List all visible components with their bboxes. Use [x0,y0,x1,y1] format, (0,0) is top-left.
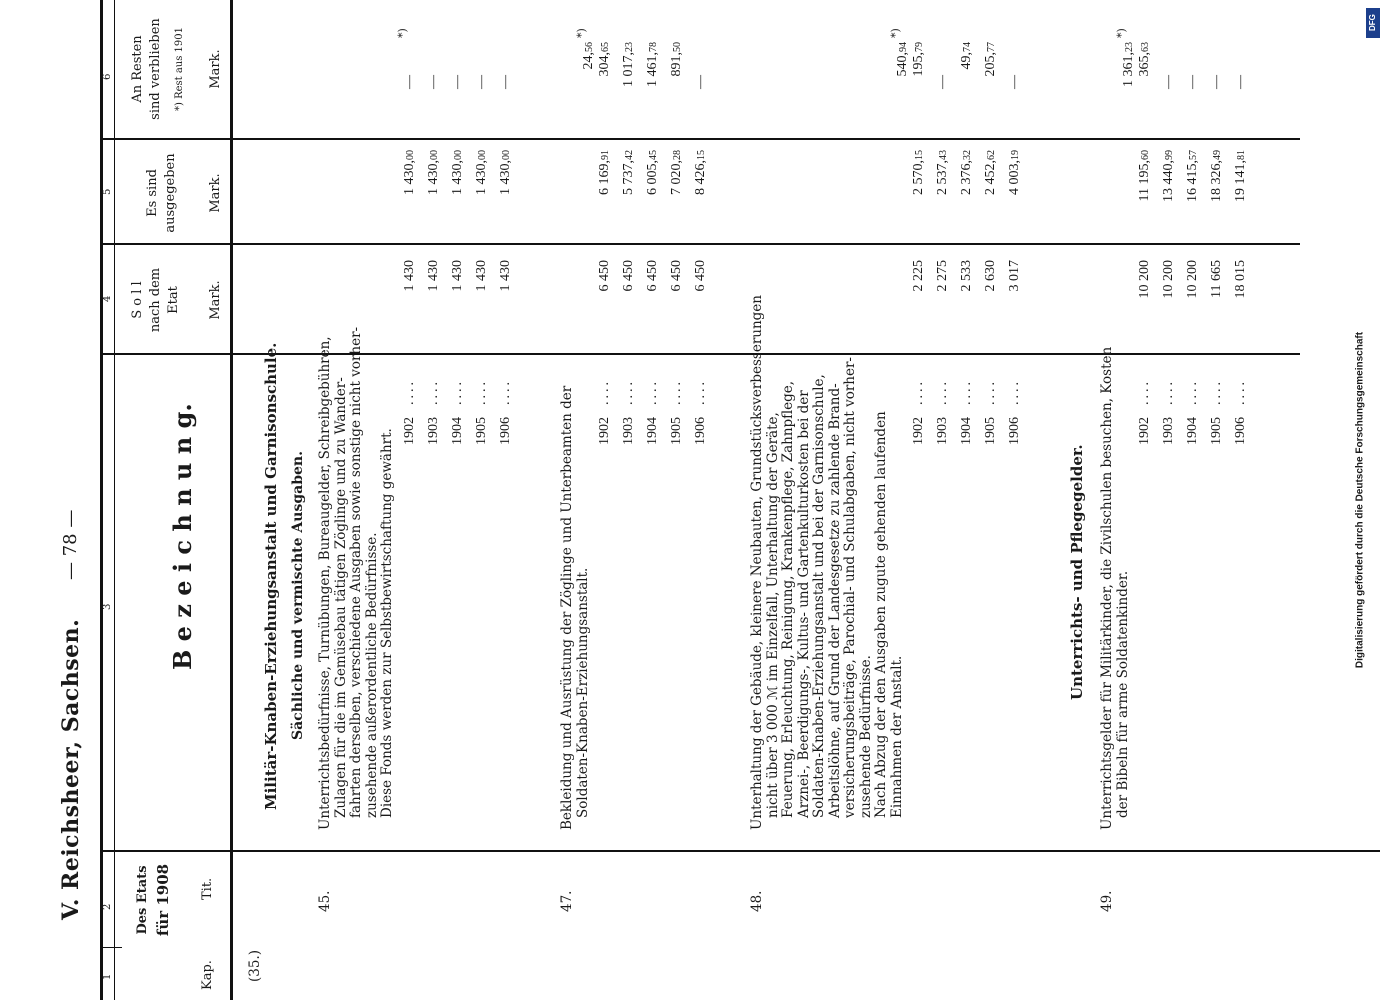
row-leader: .... [693,379,708,405]
row-soll: 2 225 [911,260,926,292]
entry-text-line: nicht über 3 000 ℳ im Einzelfall, Unterhaltung der Geräte, [764,412,781,818]
row-ausgegeben [498,150,514,235]
pre-rest-value [1121,42,1137,122]
vrule-2 [100,850,1380,852]
row-soll: 6 450 [693,260,708,292]
row-rest [426,42,442,122]
row-year: 1905 [669,417,684,445]
row-soll: 6 450 [645,260,660,292]
aus-int: 1 430, [425,160,441,195]
aus-dec: 28 [672,150,683,160]
row-year: 1903 [621,417,636,445]
aus-int: 1 430, [401,160,417,195]
row-ausgegeben [1137,150,1153,235]
pre-rest-int: 24, [581,52,596,70]
row-year: 1902 [597,417,612,445]
aus-int: 1 430, [473,160,489,195]
chapter-number: (35.) [247,949,263,982]
row-ausgegeben [621,150,637,235]
row-rest [1209,42,1225,122]
rest-dec: 74 [962,42,973,52]
aus-dec: 62 [986,150,997,160]
entry-heading: Unterrichts- und Pflegegelder. [1068,444,1086,700]
row-leader: .... [669,379,684,405]
aus-dec: 15 [914,150,925,160]
col6-header-2: sind verblieben [148,18,163,120]
rest-int: — [1209,75,1224,89]
row-leader: .... [1209,379,1224,405]
aus-dec: 57 [1188,150,1199,160]
colnum-3: 3 [102,603,113,610]
colnum-6: 6 [102,73,113,80]
rest-int: — [473,75,489,89]
entry-text-line: Nach Abzug der den Ausgaben zugute gehenden laufenden [873,411,889,818]
row-ausgegeben [450,150,466,235]
col4-unit: Mark. [208,280,223,320]
vrule-5 [100,138,1300,140]
row-soll: 6 450 [597,260,612,292]
row-rest [597,42,613,122]
aus-int: 13 440, [1161,160,1176,202]
row-rest [935,42,951,122]
row-leader: .... [983,379,998,405]
pre-rest-int: 1 361, [1121,52,1136,87]
row-soll: 10 200 [1161,260,1176,299]
row-soll: 11 665 [1209,260,1224,298]
rest-int: — [497,75,513,89]
row-soll: 1 430 [449,260,465,292]
row-year: 1902 [401,417,417,445]
row-ausgegeben [1007,150,1023,235]
col2-sub: Tit. [200,877,215,900]
row-leader: .... [621,379,636,405]
col4-header-3: Etat [166,286,181,314]
aus-dec: 99 [1164,150,1175,160]
entry-text-line: Bekleidung und Ausrüstung der Zöglinge und Unterbeamten der [559,385,575,830]
aus-int: 16 415, [1185,160,1200,202]
rest-int: — [401,75,417,89]
aus-dec: 00 [500,150,512,160]
row-ausgegeben [597,150,613,235]
col6-note: *) Rest aus 1901 [174,26,185,112]
rest-int: 49, [959,52,974,70]
rest-dec: 79 [914,42,925,52]
aus-dec: 00 [404,150,416,160]
rest-int: 365, [1137,52,1152,77]
row-leader: .... [1185,379,1200,405]
rest-int: 195, [911,52,926,77]
row-rest [1185,42,1201,122]
entry-text-line: Soldaten-Knaben-Erziehungsanstalt und bei der Garnisonschule, [811,374,827,818]
row-ausgegeben [911,150,927,235]
entry-text-line: versicherungsbeiträge, Parochial- und Schulabgaben, nicht vorher- [842,357,858,818]
aus-dec: 15 [696,150,707,160]
row-year: 1903 [935,417,950,445]
row-soll: 1 430 [401,260,417,292]
row-year: 1905 [473,417,489,445]
pre-rest-note: *) [1115,28,1128,38]
col1-sub: Kap. [200,960,215,990]
row-year: 1905 [983,417,998,445]
row-leader: .... [425,379,441,405]
row-leader: .... [1137,379,1152,405]
row-ausgegeben [426,150,442,235]
entry-text-line: Zulagen für die im Gemüsebau tätigen Zöglinge und zu Wander- [332,377,349,818]
row-soll: 1 430 [473,260,489,292]
subsection-title: Sächliche und vermischte Ausgaben. [290,451,306,740]
row-rest [1233,42,1249,122]
rest-dec: 23 [624,42,635,52]
row-year: 1902 [911,417,926,445]
pre-rest-dec: 94 [898,42,909,52]
rest-dec: 65 [600,42,611,52]
row-year: 1906 [1007,417,1022,445]
entry-text-line: Arbeitslöhne, auf Grund der Landesgesetze zu zahlende Brand- [826,383,843,818]
aus-dec: 32 [962,150,973,160]
rest-int: 205, [983,52,998,77]
rest-int: — [935,75,950,89]
row-ausgegeben [959,150,975,235]
rest-int: — [425,75,441,89]
row-rest [669,42,685,122]
row-rest [1007,42,1023,122]
dfg-logo: DFG [1366,8,1380,38]
pre-rest-note: *) [889,28,902,38]
col5-header-2: ausgegeben [163,153,178,233]
aus-dec: 00 [476,150,488,160]
colnum-4: 4 [102,295,113,302]
row-rest [1137,42,1153,122]
row-leader: .... [911,379,926,405]
aus-dec: 60 [1140,150,1151,160]
rest-dec: 50 [672,42,683,52]
col6-unit: Mark. [208,49,223,89]
entry-tit: 48. [749,890,765,912]
section-title: Militär-Knaben-Erziehungsanstalt und Garnisonschule. [262,342,280,810]
row-year: 1906 [1233,417,1248,445]
entry-text-line: fahrten derselben, verschiedene Ausgaben sowie sonstige nicht vorher- [348,326,364,818]
row-soll: 3 017 [1007,260,1022,292]
row-year: 1903 [1161,417,1176,445]
aus-dec: 00 [428,150,440,160]
rest-int: — [1233,75,1248,89]
vrule-1 [100,947,122,948]
aus-dec: 00 [452,150,464,160]
row-rest [1161,42,1177,122]
aus-int: 7 020, [669,160,684,195]
row-year: 1904 [645,417,660,445]
rest-dec: 63 [1140,42,1151,52]
entry-text-line: Einnahmen der Anstalt. [888,655,905,818]
pre-rest-value [895,42,911,122]
rest-dec: 77 [986,42,997,52]
col12-header-1: Des Etats [135,865,150,935]
row-soll: 18 015 [1233,260,1248,299]
aus-int: 18 326, [1209,160,1224,202]
row-ausgegeben [693,150,709,235]
colnum-2: 2 [102,903,113,910]
page-number: — 78 — [60,509,81,580]
row-ausgegeben [1209,150,1225,235]
aus-dec: 49 [1212,150,1223,160]
row-soll: 1 430 [425,260,441,292]
aus-dec: 45 [648,150,659,160]
row-leader: .... [497,379,513,405]
aus-int: 2 376, [959,160,974,195]
row-year: 1906 [693,417,708,445]
row-rest [474,42,490,122]
row-ausgegeben [1185,150,1201,235]
entry-tit: 47. [559,890,575,912]
row-soll: 6 450 [621,260,636,292]
aus-int: 2 452, [983,160,998,195]
entry-text-line: zusehende außerordentliche Bedürfnisse. [363,532,380,818]
row-leader: .... [1007,379,1022,405]
entry-tit: 49. [1099,890,1115,912]
row-leader: .... [401,379,417,405]
pre-rest-value [581,42,597,122]
col5-header-1: Es sind [145,169,160,217]
aus-int: 2 570, [911,160,926,195]
row-soll: 2 533 [959,260,974,292]
row-ausgegeben [935,150,951,235]
row-soll: 10 200 [1137,260,1152,299]
row-year: 1905 [1209,417,1224,445]
col3-header: B e z e i c h n u n g. [168,403,197,670]
rest-int: — [693,75,708,89]
row-ausgegeben [983,150,999,235]
rest-note: *) [395,28,409,38]
row-rest [693,42,709,122]
rest-dec: 78 [648,42,659,52]
entry-text-line: Unterhaltung der Gebäude, kleinere Neubauten, Grundstücksverbesserungen [749,295,765,830]
colnum-1: 1 [102,973,113,980]
col6-header-1: An Resten [130,35,145,103]
col4-header-1: S o l l [130,281,145,319]
aus-int: 2 537, [935,160,950,195]
row-ausgegeben [474,150,490,235]
rest-int: 891, [669,52,684,77]
rest-int: 1 017, [621,52,636,87]
pre-rest-dec: 56 [584,42,595,52]
pre-rest-dec: 23 [1124,42,1135,52]
row-year: 1904 [1185,417,1200,445]
row-leader: .... [1233,379,1248,405]
row-rest [911,42,927,122]
digitization-note: Digitalisierung gefördert durch die Deutsche Forschungsgemeinschaft [1354,331,1366,669]
row-rest [959,42,975,122]
entry-text-line: Arznei-, Beerdigungs-, Kultus- und Gartenkulturkosten bei der [795,390,812,818]
entry-text-line: Unterrichtsgelder für Militärkinder, die Zivilschulen besuchen, Kosten [1099,346,1115,830]
aus-int: 6 169, [597,160,612,195]
row-soll: 1 430 [497,260,513,292]
row-rest [645,42,661,122]
aus-dec: 42 [624,150,635,160]
row-year: 1904 [959,417,974,445]
rest-int: — [1185,75,1200,89]
row-ausgegeben [402,150,418,235]
aus-int: 8 426, [693,160,708,195]
rest-int: 304, [597,52,612,77]
row-soll: 2 275 [935,260,950,292]
aus-int: 1 430, [497,160,513,195]
row-leader: .... [473,379,489,405]
row-leader: .... [1161,379,1176,405]
row-ausgegeben [1233,150,1249,235]
aus-int: 4 003, [1007,160,1022,195]
row-rest [450,42,466,122]
row-soll: 2 630 [983,260,998,292]
row-rest [498,42,514,122]
row-ausgegeben [645,150,661,235]
aus-dec: 91 [600,150,611,160]
rest-int: — [1007,75,1022,89]
aus-int: 5 737, [621,160,636,195]
entry-text-line: Diese Fonds werden zur Selbstbewirtschaftung gewährt. [379,428,395,818]
col4-header-2: nach dem [148,267,163,333]
aus-dec: 81 [1236,150,1247,160]
rest-int: 1 461, [645,52,660,87]
rest-int: — [449,75,465,89]
aus-int: 11 195, [1137,160,1152,202]
row-year: 1902 [1137,417,1152,445]
entry-text-line: der Bibeln für arme Soldatenkinder. [1114,570,1131,818]
colnum-5: 5 [102,188,113,195]
entry-text-line: Feuerung, Erleuchtung, Reinigung, Krankenpflege, Zahnpflege, [780,380,796,818]
row-year: 1904 [449,417,465,445]
entry-tit: 45. [317,890,333,912]
row-rest [402,42,418,122]
section-header-left: V. Reichsheer, Sachsen. [58,618,84,920]
row-year: 1906 [497,417,513,445]
row-soll: 6 450 [669,260,684,292]
aus-dec: 19 [1010,150,1021,160]
row-ausgegeben [669,150,685,235]
row-leader: .... [449,379,465,405]
row-leader: .... [597,379,612,405]
row-rest [983,42,999,122]
entry-text-line: zusehende Bedürfnisse. [857,655,874,818]
pre-rest-note: *) [575,28,588,38]
row-rest [621,42,637,122]
row-leader: .... [935,379,950,405]
aus-dec: 43 [938,150,949,160]
aus-int: 1 430, [449,160,465,195]
vrule-4 [100,243,1300,245]
row-leader: .... [959,379,974,405]
col5-unit: Mark. [208,173,223,213]
rest-int: — [1161,75,1176,89]
entry-text-line: Soldaten-Knaben-Erziehungsanstalt. [574,567,591,818]
row-year: 1903 [425,417,441,445]
entry-text-line: Unterrichtsbedürfnisse, Turnübungen, Bureaugelder, Schreibgebühren, [317,336,333,830]
vrule-3 [100,353,1300,355]
aus-int: 19 141, [1233,160,1248,202]
col12-header-2: für 1908 [154,863,172,937]
pre-rest-int: 540, [895,52,910,77]
row-leader: .... [645,379,660,405]
row-ausgegeben [1161,150,1177,235]
aus-int: 6 005, [645,160,660,195]
row-soll: 10 200 [1185,260,1200,299]
